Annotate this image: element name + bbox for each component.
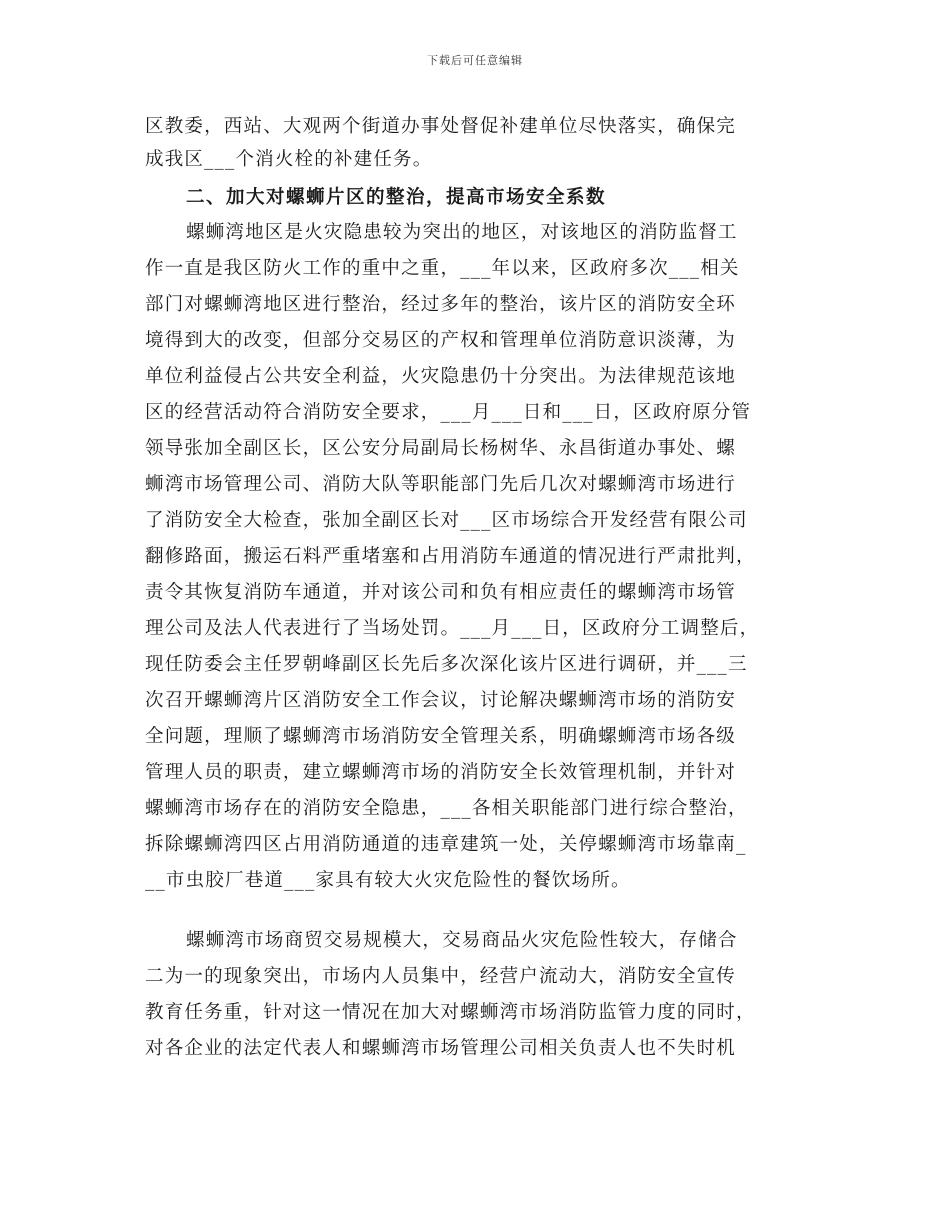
- text-line: 区的经营活动符合消防安全要求，___月___日和___日，区政府原分管: [145, 402, 752, 423]
- text-line: 管理人员的职责，建立螺蛳湾市场的消防安全长效管理机制，并针对: [145, 762, 737, 783]
- text-line: 理公司及法人代表进行了当场处罚。___月___日，区政府分工调整后，: [145, 618, 760, 639]
- text-line: 区教委，西站、大观两个街道办事处督促补建单位尽快落实，确保完: [145, 116, 737, 137]
- text-line: 蛳湾市场管理公司、消防大队等职能部门先后几次对螺蛳湾市场进行: [145, 474, 737, 495]
- text-line: 螺蛳湾市场商贸交易规模大，交易商品火灾危险性较大，存储合: [186, 930, 738, 951]
- section-heading: 二、加大对螺蛳片区的整治，提高市场安全系数: [186, 187, 607, 208]
- text-line: 责令其恢复消防车通道，并对该公司和负有相应责任的螺蛳湾市场管: [145, 582, 737, 603]
- text-line: __市虫胶厂巷道___家具有较大火灾危险性的餐饮场所。: [145, 870, 631, 891]
- text-line: 单位利益侵占公共安全利益，火灾隐患仍十分突出。为法律规范该地: [145, 366, 737, 387]
- text-line: 对各企业的法定代表人和螺蛳湾市场管理公司相关负责人也不失时机: [145, 1038, 737, 1059]
- text-line: 翻修路面，搬运石料严重堵塞和占用消防车通道的情况进行严肃批判，: [145, 546, 756, 567]
- text-line: 部门对螺蛳湾地区进行整治，经过多年的整治，该片区的消防安全环: [145, 294, 737, 315]
- header-note: 下载后可任意编辑: [427, 54, 523, 67]
- text-line: 教育任务重，针对这一情况在加大对螺蛳湾市场消防监管力度的同时，: [145, 1002, 756, 1023]
- text-line: 螺蛳湾市场存在的消防安全隐患，___各相关职能部门进行综合整治，: [145, 798, 748, 819]
- text-line: 了消防安全大检查，张加全副区长对___区市场综合开发经营有限公司: [145, 510, 748, 531]
- text-line: 螺蛳湾地区是火灾隐患较为突出的地区，对该地区的消防监督工: [186, 222, 738, 243]
- text-line: 现任防委会主任罗朝峰副区长先后多次深化该片区进行调研，并___三: [145, 654, 748, 675]
- text-line: 成我区___个消火栓的补建任务。: [145, 149, 433, 170]
- text-line: 次召开螺蛳湾片区消防安全工作会议，讨论解决螺蛳湾市场的消防安: [145, 690, 737, 711]
- text-line: 二为一的现象突出，市场内人员集中，经营户流动大，消防安全宣传: [145, 966, 737, 987]
- text-line: 境得到大的改变，但部分交易区的产权和管理单位消防意识淡薄，为: [145, 330, 737, 351]
- text-line: 拆除螺蛳湾四区占用消防通道的违章建筑一处，关停螺蛳湾市场靠南_: [145, 834, 747, 855]
- text-line: 作一直是我区防火工作的重中之重，___年以来，区政府多次___相关: [145, 258, 740, 279]
- text-line: 全问题，理顺了螺蛳湾市场消防安全管理关系，明确螺蛳湾市场各级: [145, 726, 737, 747]
- text-line: 领导张加全副区长，区公安分局副局长杨树华、永昌街道办事处、螺: [145, 438, 737, 459]
